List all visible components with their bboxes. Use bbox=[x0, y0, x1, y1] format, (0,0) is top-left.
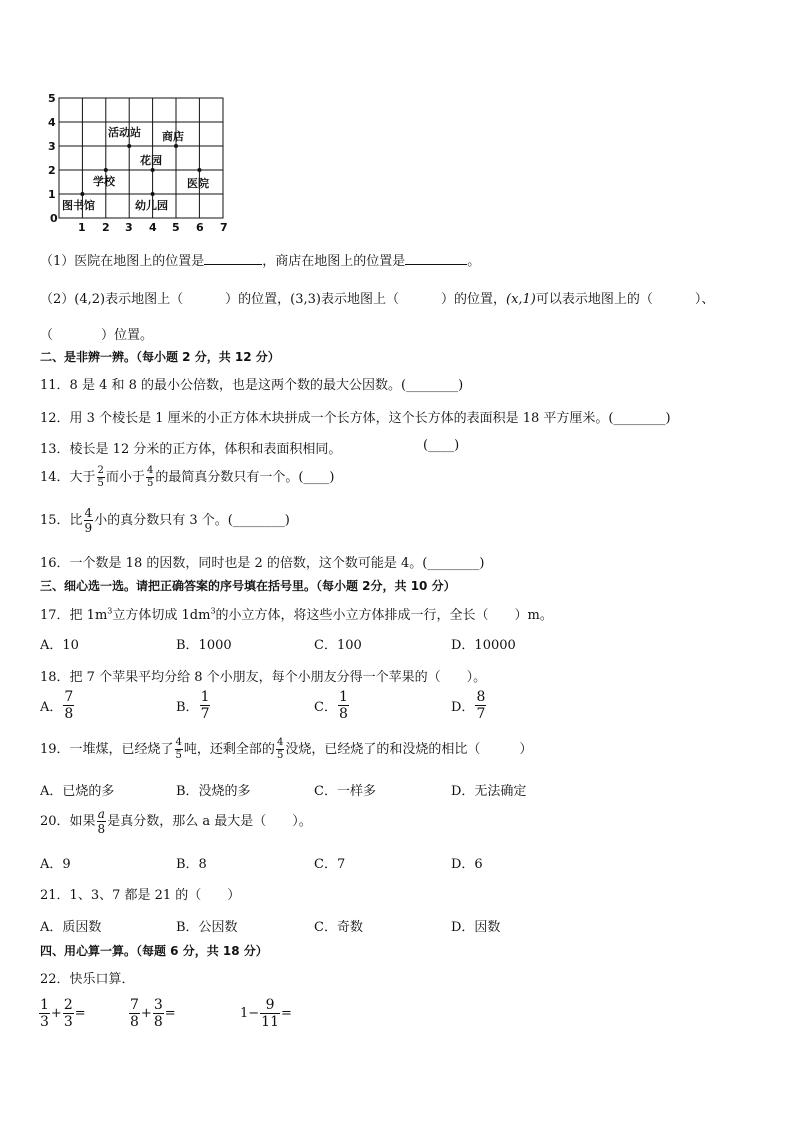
q-text: 的最简真分数只有一个。(____) bbox=[155, 470, 335, 485]
q17-option-d[interactable]: D．10000 bbox=[451, 638, 516, 653]
y-tick: 3 bbox=[48, 140, 56, 153]
q-text: 可以表示地图上的（ bbox=[535, 292, 653, 307]
map-point bbox=[174, 144, 178, 148]
x-tick: 3 bbox=[125, 221, 133, 234]
calc-expression-3: 1− $\frac{9}{11}$ = bbox=[240, 997, 292, 1030]
coordinate: (x,1) bbox=[506, 292, 536, 307]
question-21: 21．1、3、7 都是 21 的（ ） bbox=[40, 888, 241, 903]
map-point bbox=[197, 168, 201, 172]
q21-option-b[interactable]: B．公因数 bbox=[176, 920, 238, 935]
question-13-blank[interactable]: (____) bbox=[423, 438, 460, 453]
coordinate: (4,2) bbox=[74, 292, 106, 307]
q-text: 。 bbox=[467, 254, 481, 269]
place-shop: 商店 bbox=[162, 130, 184, 143]
x-tick: 6 bbox=[196, 221, 204, 234]
section-2-heading: 二、是非辨一辨。（每小题 2 分，共 12 分） bbox=[40, 350, 280, 364]
q19-option-b[interactable]: B．没烧的多 bbox=[176, 784, 251, 799]
question-19: 19．一堆煤，已经烧了 $\frac{4}{5}$ 吨，还剩全部的 $\frac{4}{5}$ 没烧，已经烧了的和没烧的相比（ ） bbox=[40, 737, 533, 761]
q17-option-c[interactable]: C．100 bbox=[314, 638, 362, 653]
q-text: （1）医院在地图上的位置是 bbox=[40, 254, 205, 269]
calc-expression-1: $\frac{1}{3}$ + $\frac{2}{3}$ = bbox=[40, 997, 86, 1030]
place-school: 学校 bbox=[93, 175, 115, 188]
y-tick: 5 bbox=[48, 92, 56, 105]
question-18: 18．把 7 个苹果平均分给 8 个小朋友，每个小朋友分得一个苹果的（ ）。 bbox=[40, 670, 487, 685]
coordinate: (3,3) bbox=[290, 292, 321, 307]
q-text: ）、 bbox=[694, 292, 715, 307]
section-4-heading: 四、用心算一算。（每题 6 分，共 18 分） bbox=[40, 944, 268, 958]
q21-option-c[interactable]: C．奇数 bbox=[314, 920, 363, 935]
q20-option-a[interactable]: A．9 bbox=[40, 857, 71, 872]
q18-option-c[interactable]: C． $\frac{1}{8}$ bbox=[314, 689, 348, 722]
answer-blank[interactable] bbox=[204, 252, 262, 265]
map-point bbox=[151, 168, 155, 172]
map-point bbox=[104, 168, 108, 172]
question-22: 22．快乐口算． bbox=[40, 972, 135, 987]
q19-option-a[interactable]: A．已烧的多 bbox=[40, 784, 115, 799]
question-11: 11．8 是 4 和 8 的最小公倍数，也是这两个数的最大公因数。(________) bbox=[40, 378, 464, 393]
q17-option-a[interactable]: A．10 bbox=[40, 638, 79, 653]
answer-blank[interactable] bbox=[405, 252, 467, 265]
q-text: 表示地图上（ bbox=[320, 292, 399, 307]
q-text: ）的位置， bbox=[225, 292, 291, 307]
q-text: ）的位置， bbox=[440, 292, 506, 307]
q20-option-d[interactable]: D．6 bbox=[451, 857, 483, 872]
q-text: （ bbox=[40, 328, 54, 343]
q20-option-b[interactable]: B．8 bbox=[176, 857, 207, 872]
question-20: 20．如果 $\frac{a}{8}$ 是真分数，那么 a 最大是（ ）。 bbox=[40, 807, 312, 836]
map-point bbox=[151, 192, 155, 196]
place-station: 活动站 bbox=[108, 126, 141, 139]
y-tick: 1 bbox=[48, 188, 56, 201]
x-tick: 0 bbox=[50, 212, 58, 225]
q18-option-a[interactable]: A． $\frac{7}{8}$ bbox=[40, 689, 74, 722]
q21-option-d[interactable]: D．因数 bbox=[451, 920, 501, 935]
coordinate-map bbox=[40, 88, 240, 236]
q-text: ，商店在地图上的位置是 bbox=[262, 254, 406, 269]
q21-option-a[interactable]: A．质因数 bbox=[40, 920, 102, 935]
fraction: $\frac{4}{5}$ bbox=[146, 465, 154, 489]
section-3-heading: 三、细心选一选。请把正确答案的序号填在括号里。（每小题 2分，共 10 分） bbox=[40, 579, 456, 593]
q-text: ）位置。 bbox=[101, 328, 154, 343]
x-tick: 1 bbox=[78, 221, 86, 234]
q18-option-d[interactable]: D． $\frac{8}{7}$ bbox=[451, 689, 486, 722]
place-library: 图书馆 bbox=[62, 199, 95, 212]
question-15 bbox=[40, 507, 290, 534]
map-question-2 bbox=[40, 288, 714, 307]
y-tick: 2 bbox=[48, 164, 56, 177]
q-text: 而小于 bbox=[105, 470, 145, 485]
question-17: 17．把 $1m^3$立方体切成 $1dm^3$的小立方体，将这些小立方体排成一行，全长（ ）m。 bbox=[40, 606, 553, 623]
y-tick: 4 bbox=[48, 116, 56, 129]
question-16: 16．一个数是 18 的因数，同时也是 2 的倍数，这个数可能是 4。(________) bbox=[40, 556, 485, 571]
q19-option-c[interactable]: C．一样多 bbox=[314, 784, 376, 799]
q20-option-c[interactable]: C．7 bbox=[314, 857, 346, 872]
map-point bbox=[127, 144, 131, 148]
x-tick: 2 bbox=[102, 221, 110, 234]
place-garden: 花园 bbox=[140, 154, 162, 167]
place-kindergarten: 幼儿园 bbox=[135, 199, 168, 212]
fraction: $\frac{2}{5}$ bbox=[97, 465, 104, 489]
calc-expression-2: $\frac{7}{8}$ + $\frac{3}{8}$ = bbox=[130, 997, 176, 1030]
q17-option-b[interactable]: B．1000 bbox=[176, 638, 232, 653]
x-tick: 4 bbox=[149, 221, 157, 234]
question-13: 13．棱长是 12 分米的正方体，体积和表面积相同。 bbox=[40, 442, 342, 457]
q-text: 14．大于 bbox=[40, 470, 96, 485]
question-14 bbox=[40, 466, 334, 489]
map-point bbox=[80, 192, 84, 196]
q19-option-d[interactable]: D．无法确定 bbox=[451, 784, 527, 799]
q-text: 小的真分数只有 3 个。(________) bbox=[94, 513, 290, 528]
map-question-2-line2 bbox=[40, 324, 153, 343]
q18-option-b[interactable]: B． $\frac{1}{7}$ bbox=[176, 689, 210, 722]
q-text: 表示地图上（ bbox=[105, 292, 184, 307]
q-text: 15．比 bbox=[40, 513, 83, 528]
q-text: （2） bbox=[40, 292, 75, 307]
x-tick: 7 bbox=[220, 221, 228, 234]
fraction: $\frac{4}{9}$ bbox=[84, 506, 93, 535]
place-hospital: 医院 bbox=[187, 177, 209, 190]
x-tick: 5 bbox=[172, 221, 180, 234]
map-question-1 bbox=[40, 250, 480, 269]
question-12: 12．用 3 个棱长是 1 厘米的小正方体木块拼成一个长方体，这个长方体的表面积是 18 平方厘米。(________) bbox=[40, 411, 671, 426]
